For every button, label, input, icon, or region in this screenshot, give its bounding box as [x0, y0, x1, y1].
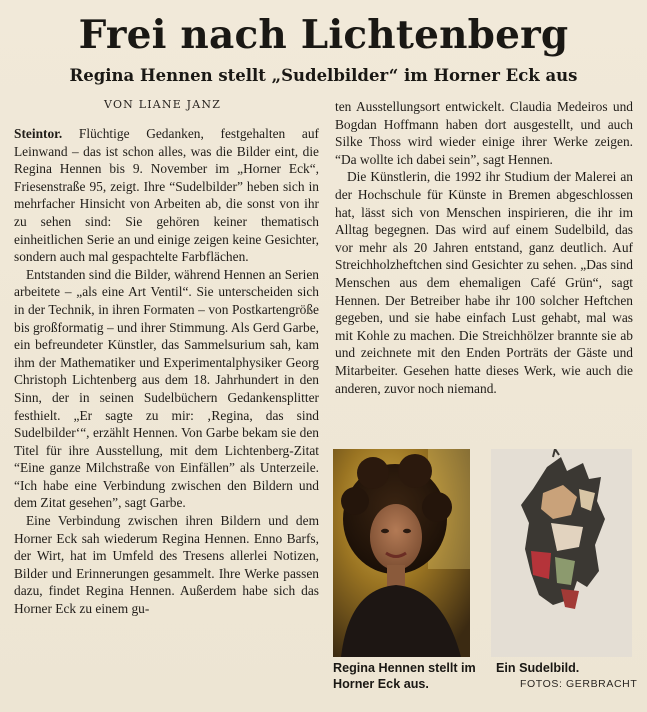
photo-credit: FOTOS: GERBRACHT — [520, 678, 638, 690]
paragraph: Steintor. Flüchtige Gedanken, festgehalten auf Leinwand – das ist schon alles, was die Bilder eint, die Regina Hennen bis 9. November im „Horner Eck“, Friesenstraße 95, zeigt. Ihre “Sudelbilder” heben sich in mehrfacher Hinsicht von Arbeiten ab, die sonst von ihr zu sehen sind: Sie gehören keiner thematisch einheitlichen Serie an und einige zeigen keine Gesichter, sondern auch mal gespachtelte Farbflächen. — [14, 126, 319, 265]
paragraph: Eine Verbindung zwischen ihren Bildern und dem Horner Eck sah wiederum Regina Hennen. Enno Barfs, der Wirt, hat im Umfeld des Tresens allerlei Notizen, Bilder und Erinnerungen gesammelt. Ihre Werke passen dazu, findet Regina Hennen. Außerdem habe sich das Horner Eck zu einem gu- — [14, 513, 319, 617]
headline: Frei nach Lichtenberg — [78, 12, 569, 58]
artwork-caption: Ein Sudelbild. — [496, 661, 580, 675]
byline: VON LIANE JANZ — [104, 98, 222, 111]
portrait-caption: Regina Hennen stellt im Horner Eck aus. — [333, 661, 476, 691]
article-column-left — [14, 125, 319, 618]
artwork-photo-image — [491, 449, 632, 657]
dateline: Steintor. — [14, 126, 63, 141]
paragraph: ten Ausstellungsort entwickelt. Claudia Medeiros und Bogdan Hoffmann haben dort ausgestellt, und auch Silke Thoss wird wieder einige ihrer Werke zeigen. “Da wollte ich dabei sein”, sagt Hennen. — [335, 99, 633, 167]
subheadline: Regina Hennen stellt „Sudelbilder“ im Horner Eck aus — [69, 66, 578, 85]
paragraph: Die Künstlerin, die 1992 ihr Studium der Malerei an der Hochschule für Künste in Bremen abgeschlossen hat, lässt sich von Menschen inspirieren, die ihr im Alltag begegnen. Das wird auf einem Sudelbild, das vor mehr als 20 Jahren entstand, ganz deutlich. Auf Streichholzheftchen sind Gesichter zu sehen. „Das sind Menschen aus dem ehemaligen Café Grün“, sagt Hennen. Der Betreiber habe ihr 100 solcher Heftchen gegeben, und sie habe einfach Lust gehabt, mal was mit Kohle zu machen. Die Streichhölzer brannte sie ab und zeichnete mit den Enden Porträts der Gäste und Mitarbeiter. Gesehen hatte dieses Werk, wie auch die anderen, zuvor noch niemand. — [335, 169, 633, 396]
paragraph: Entstanden sind die Bilder, während Hennen an Serien arbeitete – „als eine Art Ventil“. Sie unterscheiden sich in der Technik, in ihren Formaten – von Postkartengröße bis großformatig – und ihrer Stimmung. Als Gerd Garbe, ein befreundeter Künstler, das Sammelsurium sah, kam ihm der Mathematiker und Experimentalphysiker Georg Christoph Lichtenberg aus dem 18. Jahrhundert in den Sinn, der in seinen Sudelbüchern Gedankensplitter festhielt. „Er sagte zu mir: ‚Regina, das sind Sudelbilder‘“, erzählt Hennen. Von Garbe bekam sie den Titel für ihre Ausstellung, mit dem Lichtenberg-Zitat “Eine ganze Milchstraße von Einfällen” als Unterzeile. “Ich habe eine Verbindung zwischen den Bildern und dem Zitat gesehen”, sagt Garbe. — [14, 266, 319, 511]
portrait-photo — [333, 449, 470, 657]
artwork-photo — [491, 449, 632, 657]
portrait-photo-image — [333, 449, 470, 657]
article-column-right — [335, 98, 633, 397]
